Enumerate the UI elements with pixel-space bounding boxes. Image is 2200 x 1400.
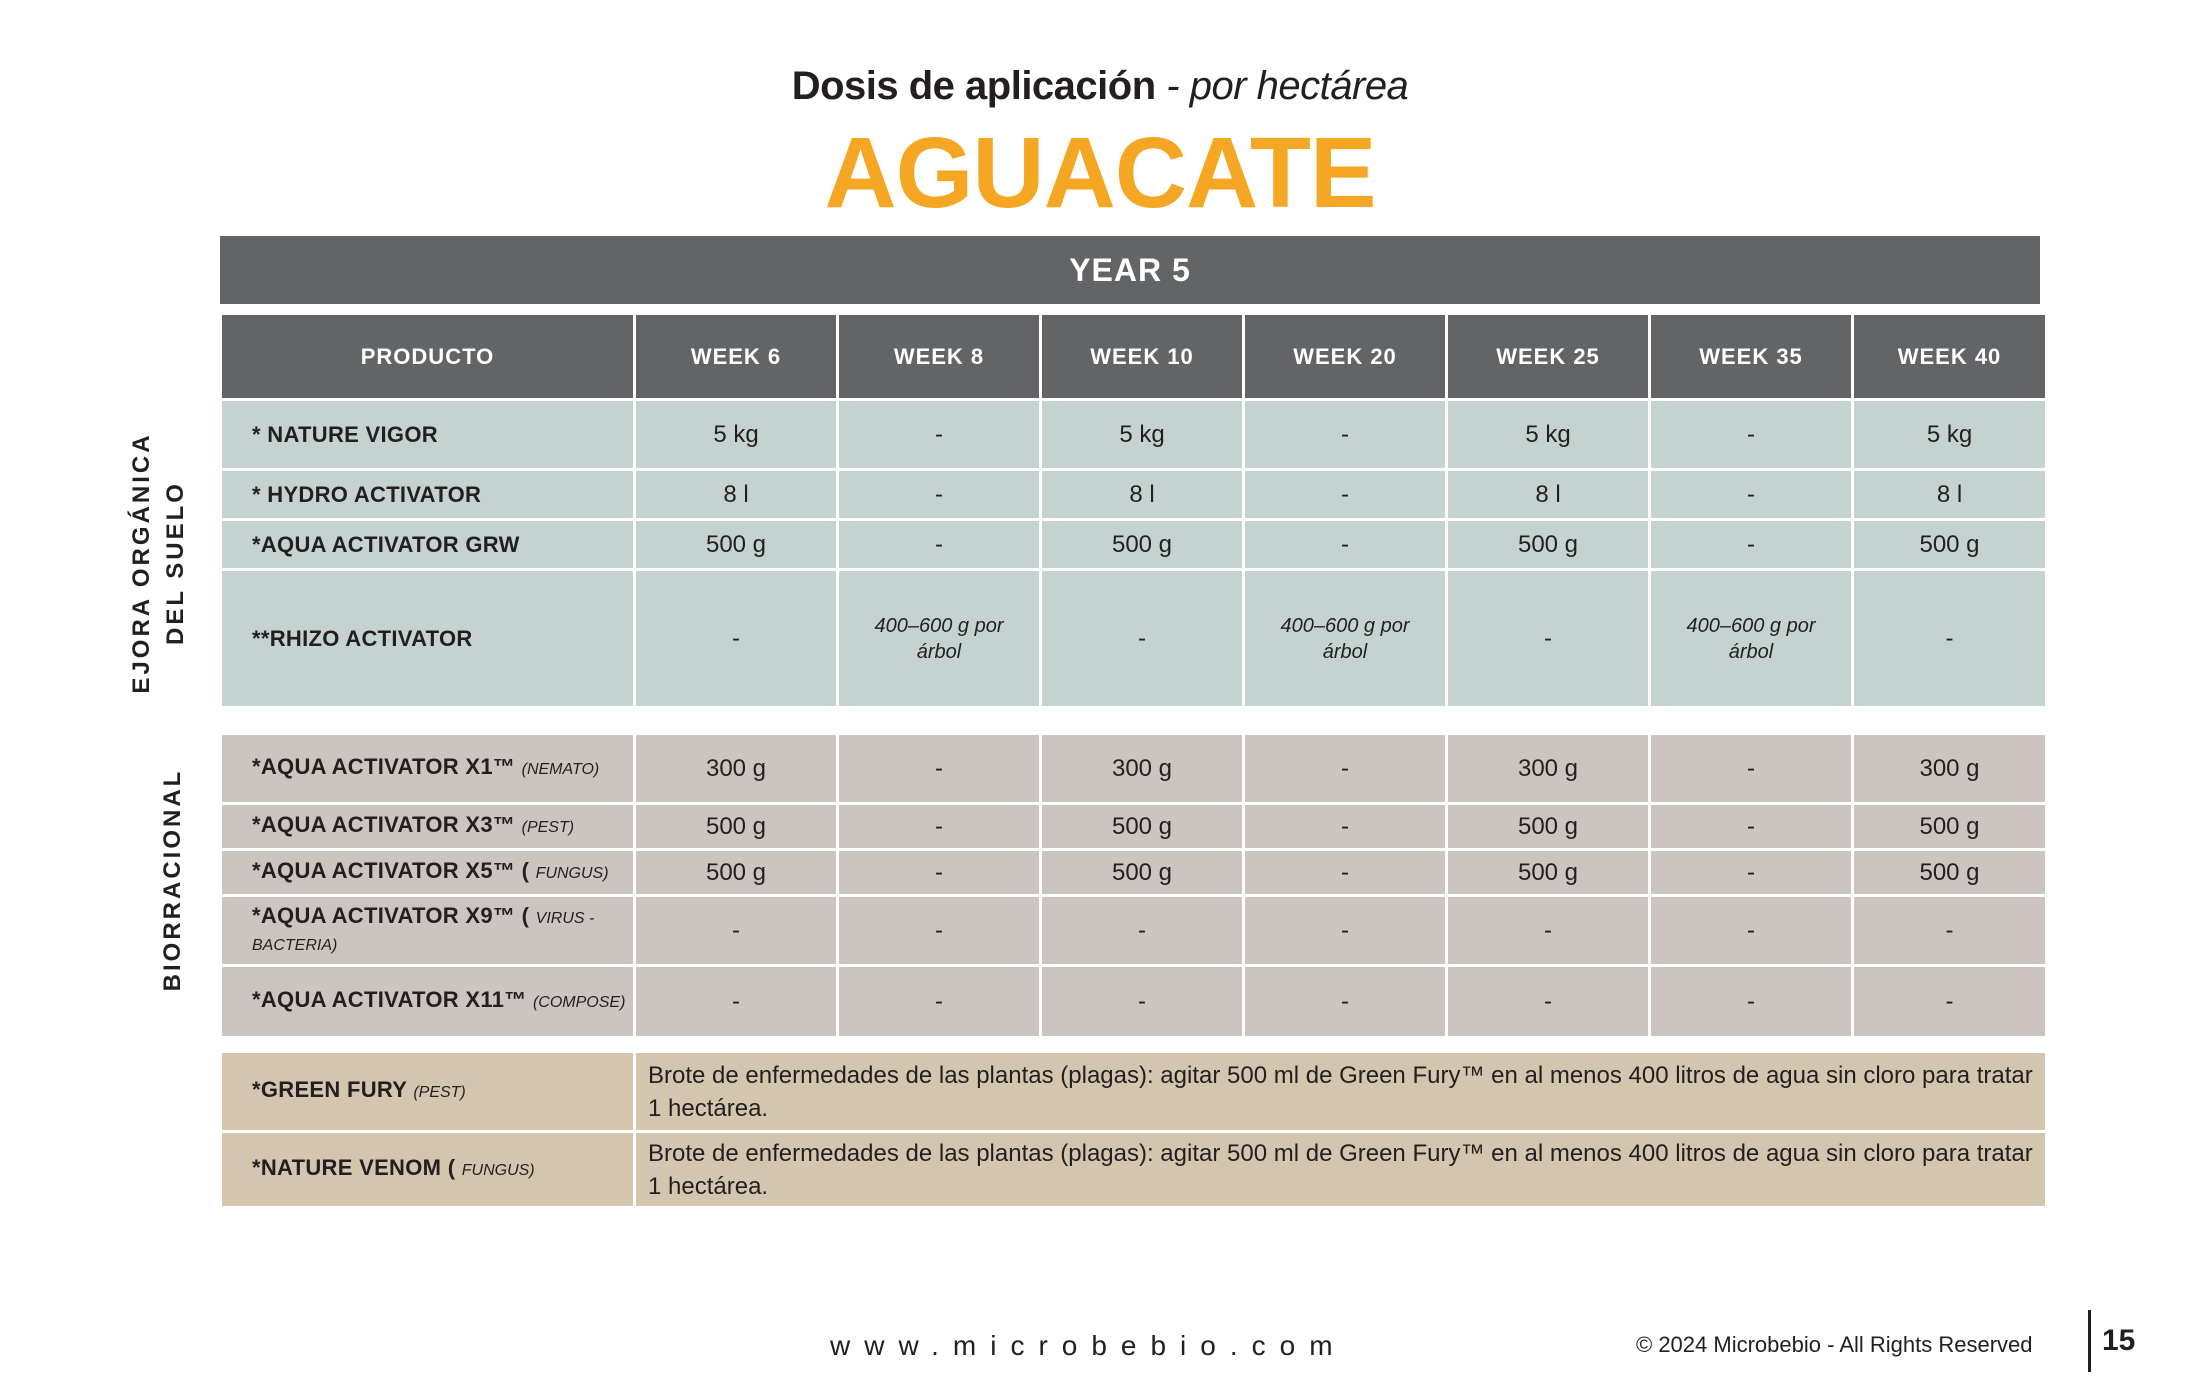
footer-url[interactable]: www.microbebio.com bbox=[830, 1330, 1347, 1361]
dose-cell: - bbox=[1650, 470, 1853, 520]
special-section bbox=[221, 1052, 2047, 1208]
table-row bbox=[221, 966, 2047, 1038]
product-name-text: *AQUA ACTIVATOR X11™ bbox=[252, 987, 527, 1012]
section-gap bbox=[221, 708, 2047, 734]
col-header: WEEK 6 bbox=[635, 314, 838, 400]
dose-cell: - bbox=[838, 896, 1041, 966]
dose-cell: - bbox=[1650, 520, 1853, 570]
col-header: WEEK 35 bbox=[1650, 314, 1853, 400]
product-name: *AQUA ACTIVATOR GRW bbox=[221, 520, 635, 570]
dose-cell: - bbox=[1650, 400, 1853, 470]
dose-cell: 500 g bbox=[1447, 804, 1650, 850]
dose-cell: 500 g bbox=[1041, 520, 1244, 570]
col-header: PRODUCTO bbox=[221, 314, 635, 400]
product-name-text: *NATURE VENOM ( bbox=[252, 1155, 456, 1180]
product-target-note: (COMPOSE) bbox=[532, 994, 626, 1011]
dosage-table bbox=[219, 312, 2048, 1209]
dose-cell: 500 g bbox=[635, 520, 838, 570]
dose-cell: 500 g bbox=[1853, 850, 2047, 896]
dose-cell: 5 kg bbox=[1447, 400, 1650, 470]
subtitle-italic: - por hectárea bbox=[1166, 64, 1409, 108]
soil-label-line1: EJORA ORGÁNICA bbox=[128, 432, 155, 694]
product-name bbox=[221, 804, 635, 850]
product-target-note: FUNGUS) bbox=[461, 1162, 535, 1179]
dose-cell: 8 l bbox=[1447, 470, 1650, 520]
dose-cell: 500 g bbox=[1041, 850, 1244, 896]
product-name-text: *AQUA ACTIVATOR X5™ ( bbox=[252, 858, 530, 883]
dose-cell: - bbox=[635, 966, 838, 1038]
page-number: 15 bbox=[2102, 1324, 2136, 1357]
table-row bbox=[221, 734, 2047, 804]
dose-cell: - bbox=[838, 850, 1041, 896]
dose-cell: 500 g bbox=[1853, 520, 2047, 570]
dose-cell: 300 g bbox=[635, 734, 838, 804]
dose-cell: 400–600 g por árbol bbox=[838, 570, 1041, 708]
dose-cell: - bbox=[1041, 570, 1244, 708]
section-gap bbox=[221, 1038, 2047, 1052]
dose-cell: 400–600 g por árbol bbox=[1650, 570, 1853, 708]
dose-cell: - bbox=[635, 896, 838, 966]
col-header: WEEK 25 bbox=[1447, 314, 1650, 400]
column-header-row bbox=[221, 314, 2047, 400]
dose-cell: - bbox=[1244, 896, 1447, 966]
product-name bbox=[221, 1052, 635, 1132]
dose-cell: 8 l bbox=[1853, 470, 2047, 520]
usage-description: Brote de enfermedades de las plantas (plagas): agitar 500 ml de Green Fury™ en al menos 400 litros de agua sin cloro para tratar 1 hectárea. bbox=[635, 1132, 2047, 1208]
dose-cell: 500 g bbox=[1447, 850, 1650, 896]
product-name bbox=[221, 734, 635, 804]
product-target-note: VIRUS - BACTERIA) bbox=[252, 909, 595, 954]
table-row bbox=[221, 896, 2047, 966]
dose-cell: - bbox=[1447, 896, 1650, 966]
table-row bbox=[221, 520, 2047, 570]
dose-cell: - bbox=[1650, 734, 1853, 804]
table-row bbox=[221, 1132, 2047, 1208]
dose-cell: 5 kg bbox=[635, 400, 838, 470]
dose-cell: - bbox=[1244, 804, 1447, 850]
product-name bbox=[221, 1132, 635, 1208]
table-row bbox=[221, 570, 2047, 708]
dose-cell: - bbox=[1853, 896, 2047, 966]
dose-cell: 8 l bbox=[635, 470, 838, 520]
table-row bbox=[221, 804, 2047, 850]
dose-cell: 300 g bbox=[1041, 734, 1244, 804]
page-subtitle bbox=[0, 64, 2200, 109]
dose-cell: 500 g bbox=[1853, 804, 2047, 850]
dose-cell: - bbox=[838, 804, 1041, 850]
dose-cell: - bbox=[1853, 570, 2047, 708]
product-name-text: *AQUA ACTIVATOR X9™ ( bbox=[252, 902, 530, 928]
dose-cell: 500 g bbox=[1447, 520, 1650, 570]
dose-cell: - bbox=[1244, 520, 1447, 570]
product-target-note: (NEMATO) bbox=[521, 761, 600, 778]
product-name-text: *GREEN FURY bbox=[252, 1077, 407, 1102]
usage-description: Brote de enfermedades de las plantas (plagas): agitar 500 ml de Green Fury™ en al menos 400 litros de agua sin cloro para tratar 1 hectárea. bbox=[635, 1052, 2047, 1132]
dose-cell: - bbox=[1447, 966, 1650, 1038]
dose-cell: 8 l bbox=[1041, 470, 1244, 520]
product-name: * HYDRO ACTIVATOR bbox=[221, 470, 635, 520]
col-header: WEEK 8 bbox=[838, 314, 1041, 400]
dose-cell: - bbox=[1853, 966, 2047, 1038]
dose-cell: - bbox=[1244, 850, 1447, 896]
table-row bbox=[221, 470, 2047, 520]
year-header: YEAR 5 bbox=[220, 236, 2040, 304]
dose-cell: - bbox=[1041, 966, 1244, 1038]
product-name-text: *AQUA ACTIVATOR X1™ bbox=[252, 754, 516, 779]
dose-cell: - bbox=[1650, 966, 1853, 1038]
dose-cell: - bbox=[1447, 570, 1650, 708]
col-header: WEEK 20 bbox=[1244, 314, 1447, 400]
col-header: WEEK 40 bbox=[1853, 314, 2047, 400]
dose-cell: - bbox=[1244, 400, 1447, 470]
dose-cell: - bbox=[635, 570, 838, 708]
product-target-note: (PEST) bbox=[413, 1084, 466, 1101]
soil-group-label bbox=[125, 403, 205, 723]
dose-cell: - bbox=[838, 966, 1041, 1038]
dose-cell: - bbox=[1244, 966, 1447, 1038]
dose-cell: - bbox=[838, 520, 1041, 570]
product-name: **RHIZO ACTIVATOR bbox=[221, 570, 635, 708]
dose-cell: 400–600 g por árbol bbox=[1244, 570, 1447, 708]
soil-label-line2: DEL SUELO bbox=[162, 481, 189, 645]
dose-cell: - bbox=[1041, 896, 1244, 966]
dose-cell: 5 kg bbox=[1041, 400, 1244, 470]
dose-cell: - bbox=[838, 734, 1041, 804]
dose-cell: - bbox=[1650, 850, 1853, 896]
product-name bbox=[221, 850, 635, 896]
product-target-note: FUNGUS) bbox=[535, 865, 609, 882]
dose-cell: 300 g bbox=[1447, 734, 1650, 804]
footer-copyright: © 2024 Microbebio - All Rights Reserved bbox=[1636, 1332, 2033, 1357]
subtitle-bold: Dosis de aplicación bbox=[791, 64, 1156, 108]
dose-cell: - bbox=[1650, 896, 1853, 966]
product-target-note: (PEST) bbox=[521, 819, 575, 836]
col-header: WEEK 10 bbox=[1041, 314, 1244, 400]
bio-section bbox=[221, 734, 2047, 1038]
product-name: * NATURE VIGOR bbox=[221, 400, 635, 470]
product-name bbox=[221, 896, 635, 966]
dose-cell: - bbox=[1244, 734, 1447, 804]
product-name-text: *AQUA ACTIVATOR X3™ bbox=[252, 812, 516, 837]
dose-cell: 5 kg bbox=[1853, 400, 2047, 470]
bio-group-label: BIORRACIONAL bbox=[159, 768, 186, 992]
dose-cell: 500 g bbox=[635, 850, 838, 896]
dose-cell: - bbox=[1244, 470, 1447, 520]
dose-cell: 500 g bbox=[635, 804, 838, 850]
dose-cell: - bbox=[838, 400, 1041, 470]
product-name bbox=[221, 966, 635, 1038]
dose-cell: 500 g bbox=[1041, 804, 1244, 850]
table-row bbox=[221, 400, 2047, 470]
table-row bbox=[221, 1052, 2047, 1132]
dose-cell: - bbox=[838, 470, 1041, 520]
page-title: AGUACATE bbox=[824, 117, 1376, 229]
table-row bbox=[221, 850, 2047, 896]
dose-cell: 300 g bbox=[1853, 734, 2047, 804]
soil-section bbox=[221, 400, 2047, 708]
footer-divider bbox=[2088, 1310, 2091, 1372]
dose-cell: - bbox=[1650, 804, 1853, 850]
